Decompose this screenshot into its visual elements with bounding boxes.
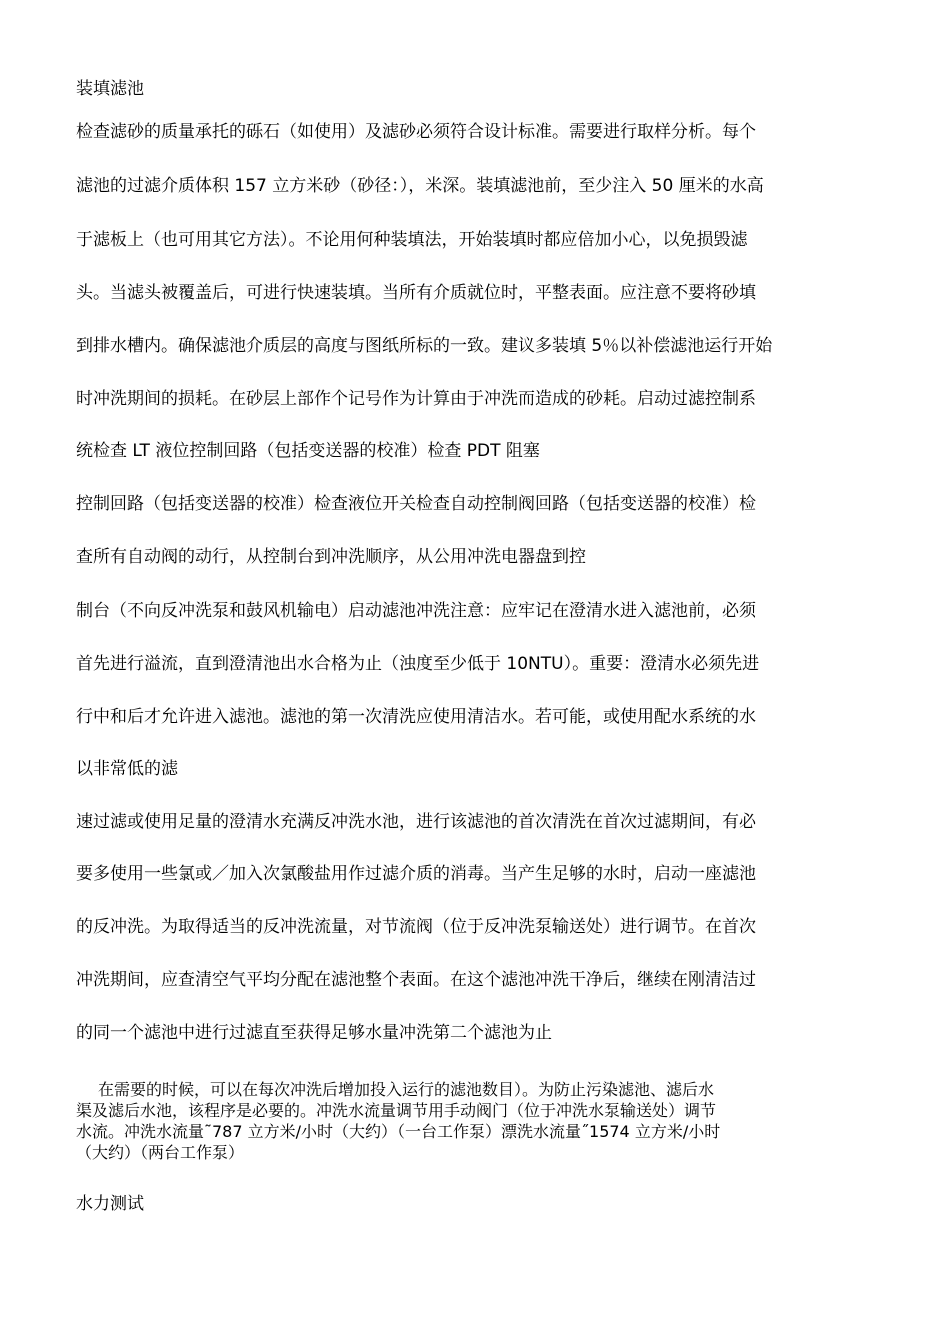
body-line: 时冲洗期间的损耗。在砂层上部作个记号作为计算由于冲洗而造成的砂耗。启动过滤控制系 xyxy=(76,389,756,409)
body-line: 行中和后才允许进入滤池。滤池的第一次清洗应使用清洁水。若可能，或使用配水系统的水 xyxy=(76,707,756,727)
body-line: 要多使用一些氯或／加入次氯酸盐用作过滤介质的消毒。当产生足够的水时，启动一座滤池 xyxy=(76,864,756,884)
body-line: 统检查 LT 液位控制回路（包括变送器的校准）检查 PDT 阻塞 xyxy=(76,441,540,461)
paragraph-line: 渠及滤后水池，该程序是必要的。冲洗水流量调节用手动阀门（位于冲洗水泵输送处）调节 xyxy=(76,1101,717,1120)
body-line: 制台（不向反冲洗泵和鼓风机输电）启动滤池冲洗注意：应牢记在澄清水进入滤池前，必须 xyxy=(76,601,756,621)
body-line: 滤池的过滤介质体积 157 立方米砂（砂径：），米深。装填滤池前，至少注入 50 厘米的水高 xyxy=(76,176,764,196)
body-line: 控制回路（包括变送器的校准）检查液位开关检查自动控制阀回路（包括变送器的校准）检 xyxy=(76,494,756,514)
body-line: 冲洗期间，应查清空气平均分配在滤池整个表面。在这个滤池冲洗干净后，继续在刚清洁过 xyxy=(76,970,756,990)
paragraph-line: （大约）（两台工作泵） xyxy=(76,1143,245,1162)
body-line: 检查滤砂的质量承托的砾石（如使用）及滤砂必须符合设计标准。需要进行取样分析。每个 xyxy=(76,122,756,142)
body-line: 于滤板上（也可用其它方法）。不论用何种装填法，开始装填时都应倍加小心，以免损毁滤 xyxy=(76,230,748,250)
section-heading-hydraulic-test: 水力测试 xyxy=(76,1194,144,1214)
body-line: 速过滤或使用足量的澄清水充满反冲洗水池，进行该滤池的首次清洗在首次过滤期间，有必 xyxy=(76,812,756,832)
section-heading-filter-loading: 装填滤池 xyxy=(76,79,144,99)
body-line: 查所有自动阀的动行，从控制台到冲洗顺序，从公用冲洗电器盘到控 xyxy=(76,547,586,567)
body-line: 的同一个滤池中进行过滤直至获得足够水量冲洗第二个滤池为止 xyxy=(76,1023,552,1043)
paragraph-line: 在需要的时候，可以在每次冲洗后增加投入运行的滤池数目）。为防止污染滤池、滤后水 xyxy=(98,1080,715,1099)
paragraph-line: 水流。冲洗水流量˜787 立方米/小时（大约）（一台工作泵）漂洗水流量˝1574 立方米/小时 xyxy=(76,1122,721,1141)
body-line: 头。当滤头被覆盖后，可进行快速装填。当所有介质就位时，平整表面。应注意不要将砂填 xyxy=(76,283,756,303)
body-line: 以非常低的滤 xyxy=(76,759,178,779)
body-line: 首先进行溢流，直到澄清池出水合格为止（浊度至少低于 10NTU）。重要：澄清水必须先进 xyxy=(76,654,760,674)
body-line: 的反冲洗。为取得适当的反冲洗流量，对节流阀（位于反冲洗泵输送处）进行调节。在首次 xyxy=(76,917,756,937)
body-line: 到排水槽内。确保滤池介质层的高度与图纸所标的一致。建议多装填 5％以补偿滤池运行开始 xyxy=(76,336,773,356)
flow-paragraph xyxy=(76,1079,856,1163)
